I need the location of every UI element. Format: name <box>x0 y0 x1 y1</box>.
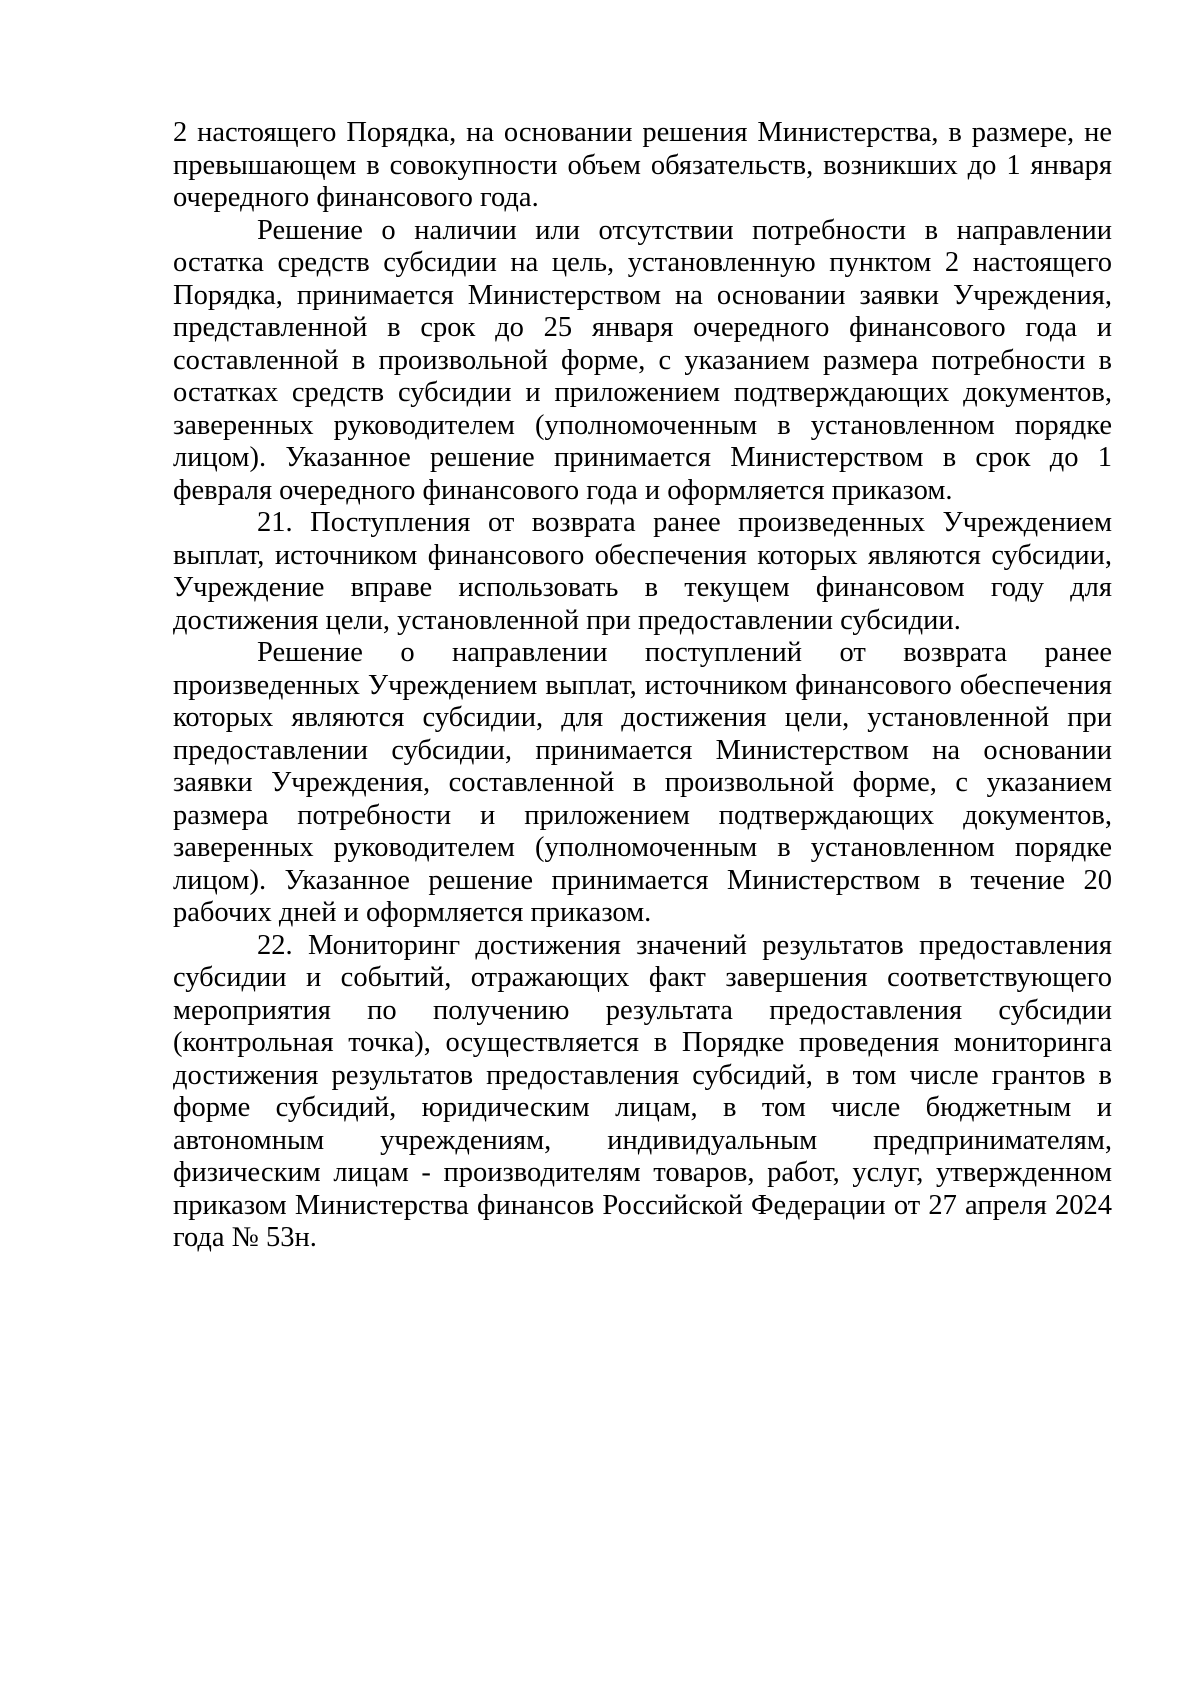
document-body <box>173 117 1112 1255</box>
paragraph-clause-21: 21. Поступления от возврата ранее произведенных Учреждением выплат, источником финансового обеспечения которых являются субсидии, Учреждение вправе использовать в текущем финансовом году для достижения цели, установленной при предоставлении субсидии. <box>173 507 1112 636</box>
paragraph-clause-22: 22. Мониторинг достижения значений результатов предоставления субсидии и событий, отражающих факт завершения соответствующего мероприятия по получению результата предоставления субсидии (контрольная точка), осуществляется в Порядке проведения мониторинга достижения результатов предоставления субсидий, в том числе грантов в форме субсидий, юридическим лицам, в том числе бюджетным и автономным учреждениям, индивидуальным предпринимателям, физическим лицам - производителям товаров, работ, услуг, утвержденном приказом Министерства финансов Российской Федерации от 27 апреля 2024 года № 53н. <box>173 929 1112 1253</box>
paragraph-receipts-decision: Решение о направлении поступлений от возврата ранее произведенных Учреждением выплат, источником финансового обеспечения которых являются субсидии, для достижения цели, установленной при предоставлении субсидии, принимается Министерством на основании заявки Учреждения, составленной в произвольной форме, с указанием размера потребности и приложением подтверждающих документов, заверенных руководителем (уполномоченным в установленном порядке лицом). Указанное решение принимается Министерством в течение 20 рабочих дней и оформляется приказом. <box>173 637 1112 928</box>
paragraph-continuation: 2 настоящего Порядка, на основании решения Министерства, в размере, не превышающем в совокупности объем обязательств, возникших до 1 января очередного финансового года. <box>173 117 1112 213</box>
paragraph-remainder-decision: Решение о наличии или отсутствии потребности в направлении остатка средств субсидии на цель, установленную пунктом 2 настоящего Порядка, принимается Министерством на основании заявки Учреждения, представленной в срок до 25 января очередного финансового года и составленной в произвольной форме, с указанием размера потребности в остатках средств субсидии и приложением подтверждающих документов, заверенных руководителем (уполномоченным в установленном порядке лицом). Указанное решение принимается Министерством в срок до 1 февраля очередного финансового года и оформляется приказом. <box>173 214 1112 506</box>
